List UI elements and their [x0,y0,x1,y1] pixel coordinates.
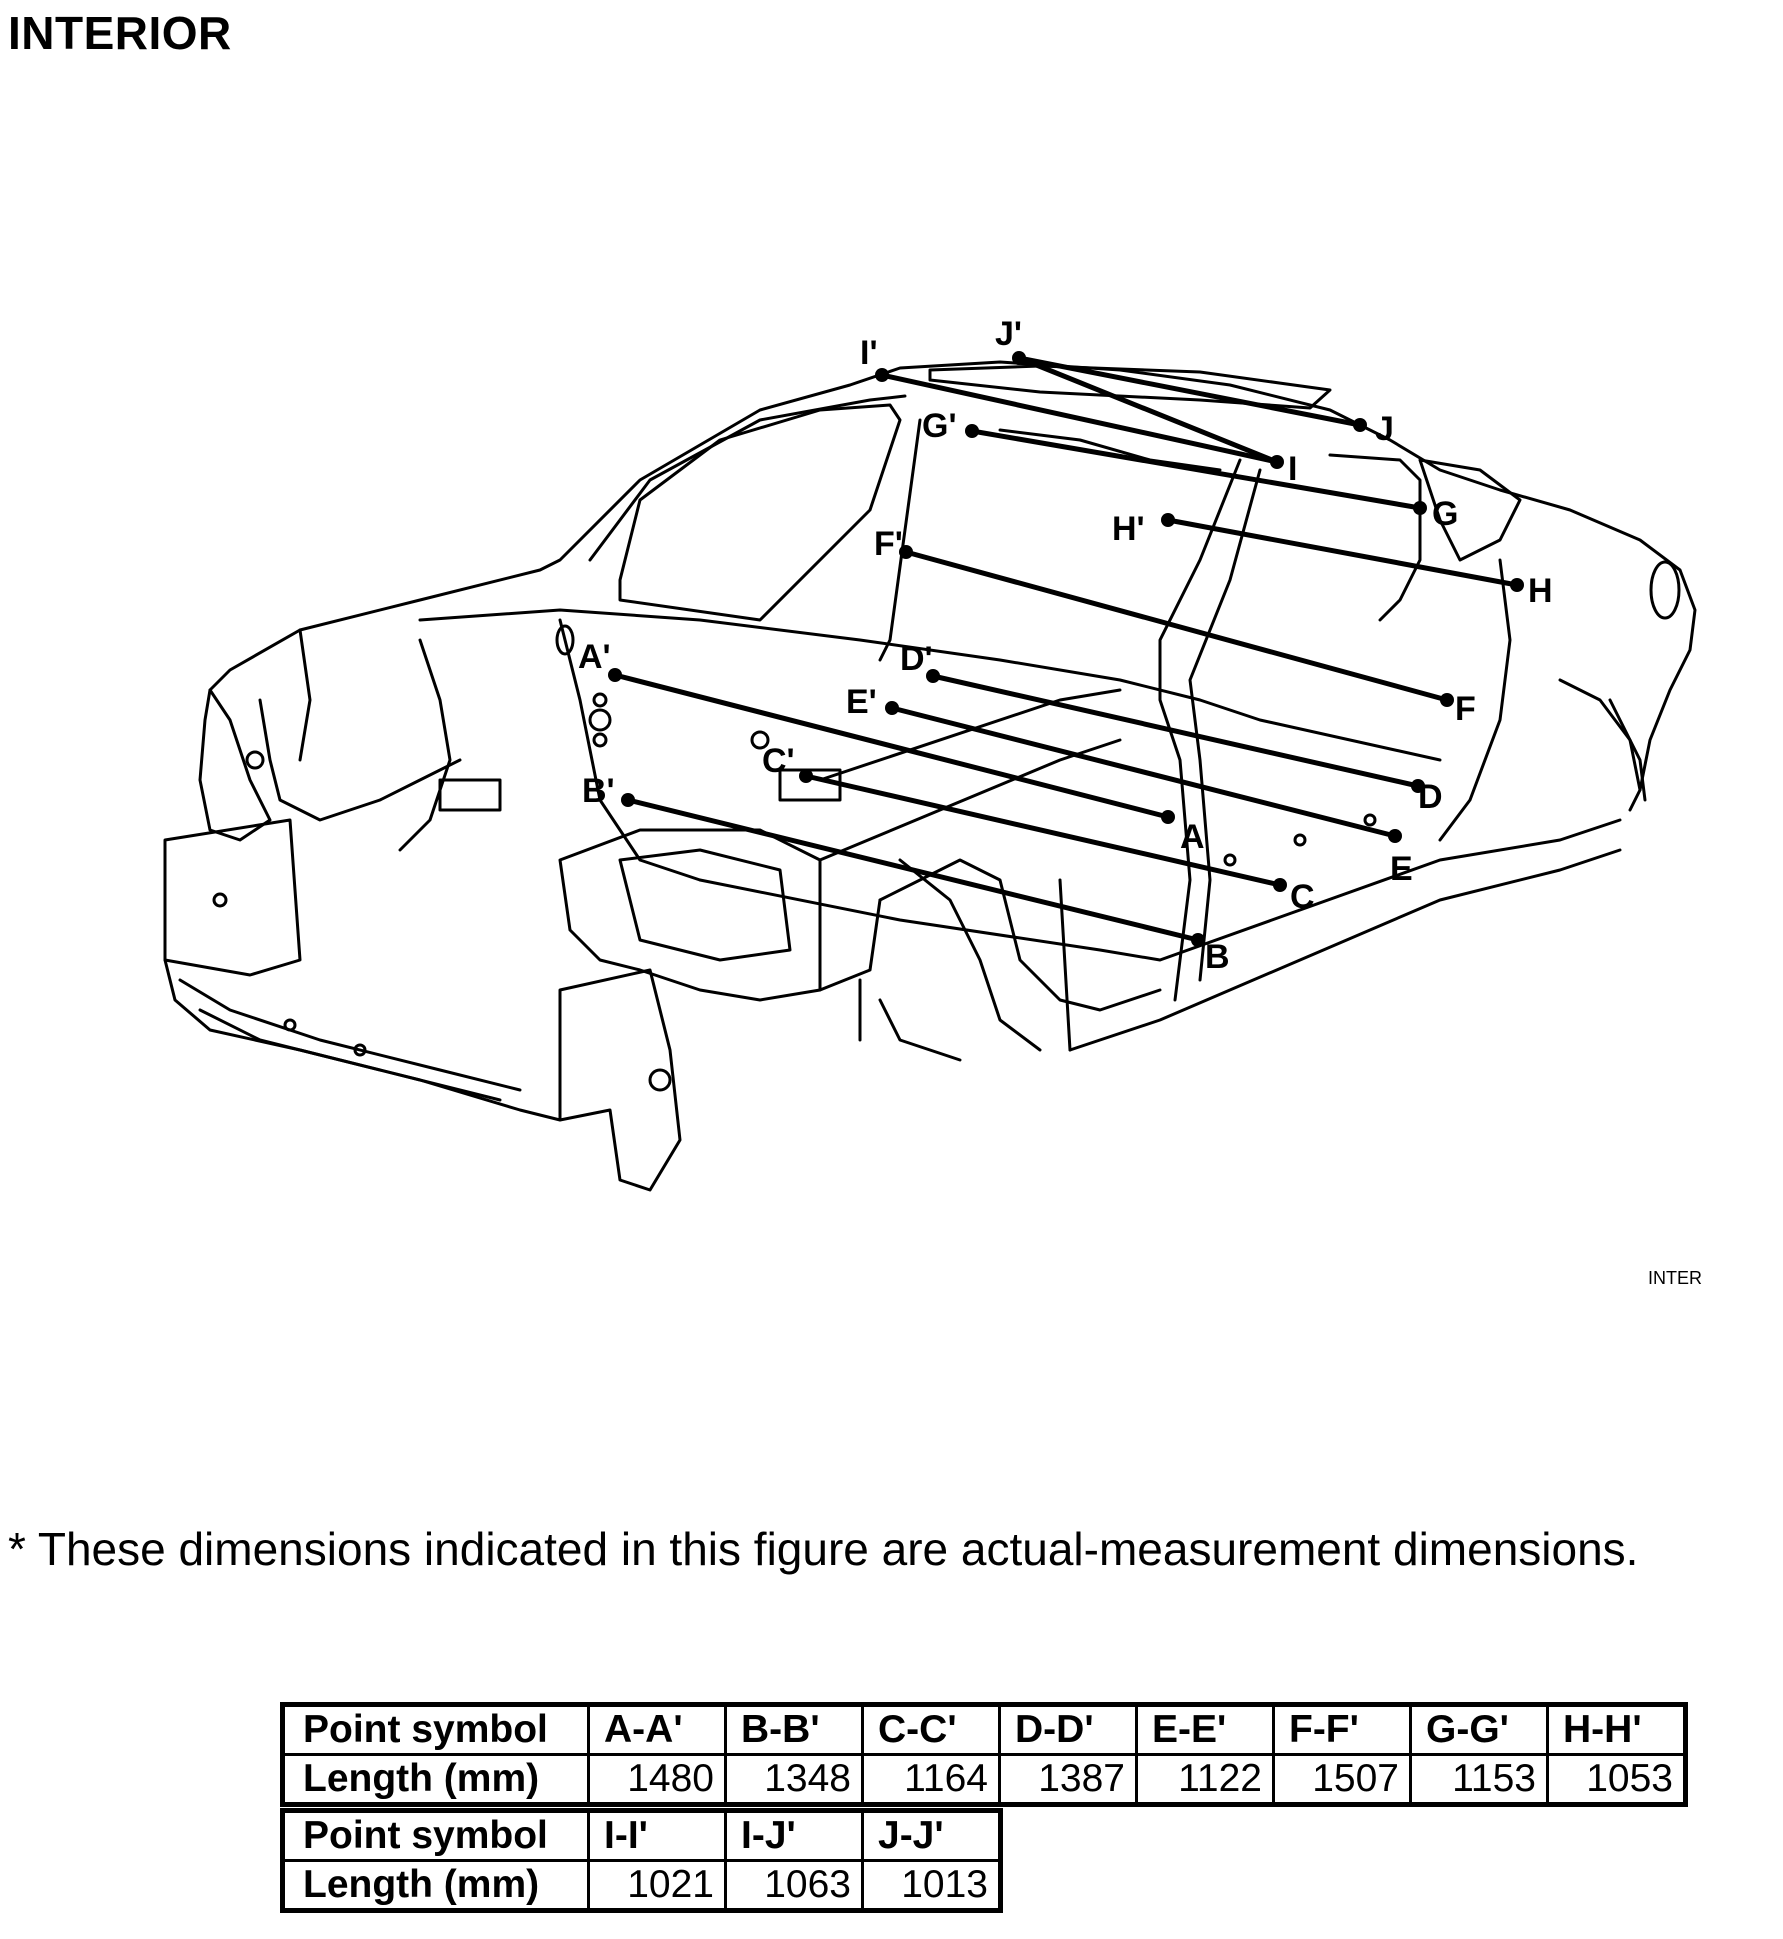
label-h-prime: H' [1112,510,1145,548]
symbol-cell: E-E' [1137,1705,1274,1755]
length-cell: 1153 [1411,1755,1548,1805]
symbol-cell: D-D' [1000,1705,1137,1755]
label-j: J [1375,410,1394,448]
label-d: D [1418,778,1443,816]
page-title: INTERIOR [8,7,232,59]
symbol-cell: C-C' [863,1705,1000,1755]
symbol-cell: F-F' [1274,1705,1411,1755]
symbol-cell: B-B' [726,1705,863,1755]
label-b: B [1205,938,1230,976]
length-cell: 1507 [1274,1755,1411,1805]
label-g: G [1432,495,1459,533]
line-f [906,552,1447,700]
line-e [892,708,1395,836]
row-header-symbol: Point symbol [283,1705,589,1755]
length-cell: 1122 [1137,1755,1274,1805]
table-row-symbols [283,1811,1001,1861]
label-h: H [1528,572,1553,610]
table-row-symbols [283,1705,1686,1755]
length-cell: 1387 [1000,1755,1137,1805]
table-row-lengths [283,1755,1686,1805]
length-cell: 1013 [863,1861,1001,1911]
label-c-prime: C' [762,742,795,780]
row-header-length: Length (mm) [283,1755,589,1805]
row-header-symbol: Point symbol [283,1811,589,1861]
line-c [806,776,1280,885]
symbol-cell: H-H' [1548,1705,1686,1755]
row-header-length: Length (mm) [283,1861,589,1911]
label-f-prime: F' [874,525,903,563]
symbol-cell: I-I' [589,1811,726,1861]
label-i-prime: I' [860,334,878,372]
label-i: I [1288,450,1298,488]
car-body-outline [165,362,1695,1190]
symbol-cell: I-J' [726,1811,863,1861]
length-cell: 1021 [589,1861,726,1911]
table-row-lengths [283,1861,1001,1911]
symbol-cell: G-G' [1411,1705,1548,1755]
symbol-cell: J-J' [863,1811,1001,1861]
dimension-table-part1 [280,1702,1688,1807]
label-a: A [1180,818,1205,856]
label-a-prime: A' [578,638,611,676]
label-j-prime: J' [995,315,1022,353]
length-cell: 1053 [1548,1755,1686,1805]
length-cell: 1164 [863,1755,1000,1805]
symbol-cell: A-A' [589,1705,726,1755]
measurement-note: * These dimensions indicated in this figure are actual-measurement dimensions. [8,1523,1639,1575]
length-cell: 1063 [726,1861,863,1911]
label-c: C [1290,878,1315,916]
figure-code: INTER [1648,1268,1702,1288]
label-e: E [1390,850,1413,888]
length-cell: 1480 [589,1755,726,1805]
label-d-prime: D' [900,640,933,678]
label-b-prime: B' [582,772,615,810]
dimension-table-part2 [280,1808,1003,1913]
label-g-prime: G' [922,407,957,445]
line-h [1168,520,1517,585]
label-e-prime: E' [846,683,877,721]
length-cell: 1348 [726,1755,863,1805]
label-f: F [1455,690,1476,728]
